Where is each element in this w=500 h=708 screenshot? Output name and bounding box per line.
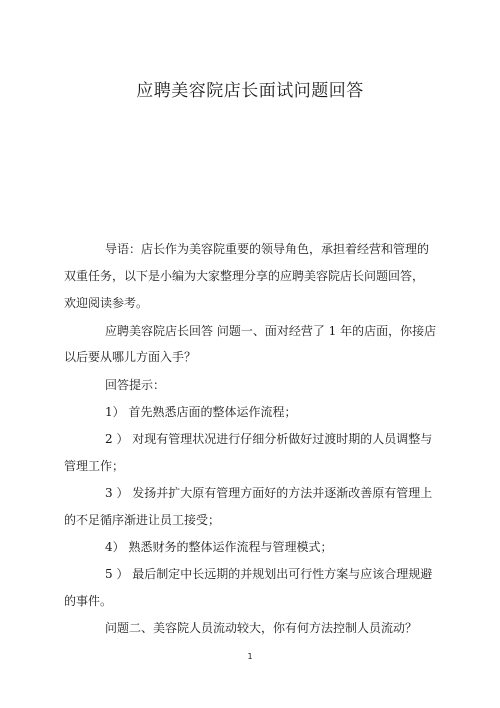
list-item: 5 ） 最后制定中长远期的并规划出可行性方案与应该合理规避 bbox=[105, 567, 433, 581]
paragraph-line: 应聘美容院店长回答 问题一、面对经营了 1 年的店面，你接店 bbox=[105, 324, 437, 338]
list-item: 2 ） 对现有管理状况进行仔细分析做好过渡时期的人员调整与 bbox=[105, 432, 433, 446]
paragraph-line: 以后要从哪儿方面入手？ bbox=[64, 350, 197, 364]
paragraph-line: 问题二、美容院人员流动较大，你有何方法控制人员流动？ bbox=[105, 621, 418, 635]
list-item: 4） 熟悉财务的整体运作流程与管理模式； bbox=[105, 540, 333, 554]
list-item: 3 ） 发扬并扩大原有管理方面好的方法并逐渐改善原有管理上 bbox=[105, 486, 433, 500]
paragraph-line: 的不足循序渐进让员工接受； bbox=[64, 513, 221, 527]
paragraph-line: 双重任务，以下是小编为大家整理分享的应聘美容院店长问题回答， bbox=[64, 269, 425, 283]
list-item: 1） 首先熟悉店面的整体运作流程； bbox=[105, 405, 297, 419]
paragraph-line: 欢迎阅读参考。 bbox=[64, 296, 149, 310]
document-title: 应聘美容院店长面试问题回答 bbox=[136, 81, 364, 101]
paragraph-line: 回答提示： bbox=[105, 378, 166, 392]
paragraph-line: 的事件。 bbox=[64, 594, 113, 608]
paragraph-line: 管理工作； bbox=[64, 459, 125, 473]
paragraph-line: 导语：店长作为美容院重要的领导角色，承担着经营和管理的 bbox=[105, 242, 430, 256]
page-number: 1 bbox=[247, 652, 253, 661]
